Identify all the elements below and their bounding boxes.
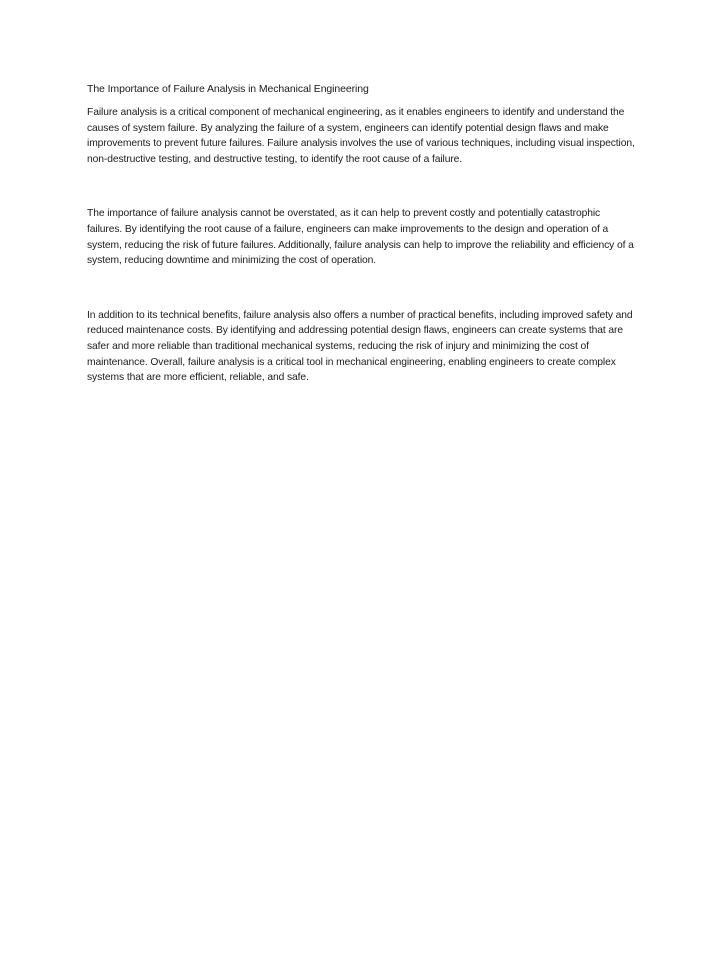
paragraph-3: In addition to its technical benefits, failure analysis also offers a number of practical benefits, including improved safety and reduced maintenance costs. By identifying and addressing potential design flaws, engineers can create systems that are safer and more reliable than traditional mechanical systems, reducing the risk of injury and minimizing the cost of maintenance. Overall, failure analysis is a critical tool in mechanical engineering, enabling engineers to create complex systems that are more efficient, reliable, and safe. — [87, 309, 633, 384]
document-body — [87, 82, 635, 386]
paragraph-1: Failure analysis is a critical component of mechanical engineering, as it enables engineers to identify and understand the causes of system failure. By analyzing the failure of a system, engineers can identify potential design flaws and make improvements to prevent future failures. Failure analysis involves the use of various techniques, including visual inspection, non-destructive testing, and destructive testing, to identify the root cause of a failure. — [87, 107, 635, 165]
paragraph-2: The importance of failure analysis cannot be overstated, as it can help to prevent costly and potentially catastrophic failures. By identifying the root cause of a failure, engineers can make improvements to the design and operation of a system, reducing the risk of future failures. Additionally, failure analysis can help to improve the reliability and efficiency of a system, reducing downtime and minimizing the cost of operation. — [87, 208, 634, 267]
document-title: The Importance of Failure Analysis in Mechanical Engineering — [87, 83, 369, 95]
